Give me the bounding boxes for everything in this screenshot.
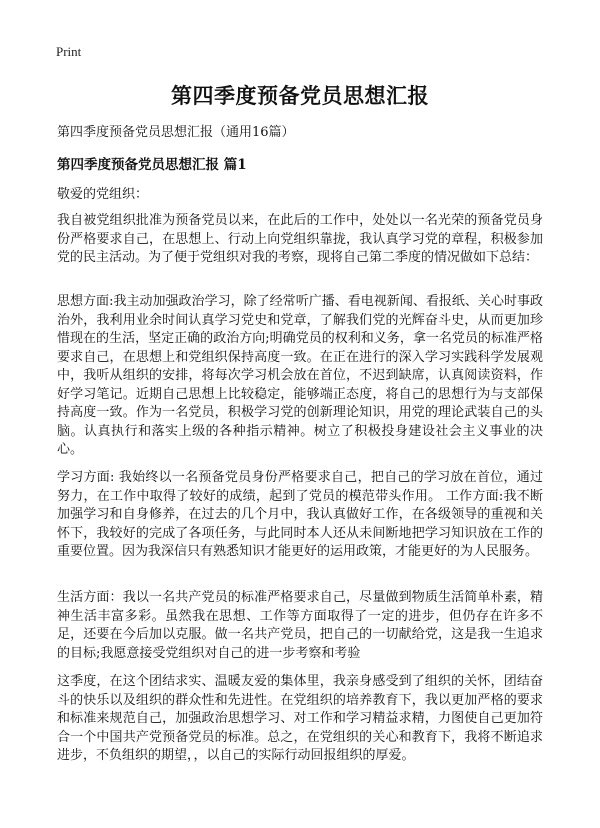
document-subtitle: 第四季度预备党员思想汇报（通用16篇） — [57, 125, 295, 140]
greeting-line: 敬爱的党组织： — [57, 187, 149, 202]
paragraph-summary: 这季度，在这个团结求实、温暖友爱的集体里，我亲身感受到了组织的关怀，团结奋斗的快乐以及组织的群众性和先进性。在党组织的培养教育下，我以更加严格的要求和标准来规范自己，加强政治思想学习、对工作和学习精益求精，力图使自己更加符合一个中国共产党预备党员的标准。总之，在党组织的关心和教育下，我将不断追求进步，不负组织的期望，，以自己的实际行动回报组织的厚爱。 — [57, 674, 543, 763]
paragraph-life: 生活方面：我以一名共产党员的标准严格要求自己，尽量做到物质生活简单朴素，精神生活丰富多彩。虽然我在思想、工作等方面取得了一定的进步，但仍存在许多不足，还要在今后加以克服。做一名共产党员，把自己的一切献给党，这是我一生追求的目标;我愿意接受党组织对自己的进一步考察和考验 — [57, 590, 543, 661]
print-label[interactable]: Print — [56, 44, 82, 59]
section-heading: 第四季度预备党员思想汇报 篇1 — [57, 157, 247, 173]
paragraph-intro: 我自被党组织批准为预备党员以来，在此后的工作中，处处以一名光荣的预备党员身份严格要求自己，在思想上、行动上向党组织靠拢，我认真学习党的章程，积极参加党的民主活动。为了便于党组织对我的考察，现将自己第二季度的情况做如下总结： — [57, 213, 543, 265]
page-title: 第四季度预备党员思想汇报 — [171, 83, 429, 108]
paragraph-thought: 思想方面:我主动加强政治学习，除了经常听广播、看电视新闻、看报纸、关心时事政治外，我利用业余时间认真学习党史和党章，了解我们党的光辉奋斗史，从而更加珍惜现在的生活，坚定正确的政治方向;明确党员的权利和义务，拿一名党员的标准严格要求自己，在思想上和党组织保持高度一致。在正在进行的深入学习实践科学发展观中，我听从组织的安排，将每次学习机会放在首位，不迟到缺席，认真阅读资料，作好学习笔记。近期自己思想上比较稳定，能够端正态度，将自己的思想行为与支部保持高度一致。作为一名党员，积极学习党的创新理论知识，用党的理论武装自己的头脑。认真执行和落实上级的各种指示精神。树立了积极投身建设社会主义事业的决心。 — [57, 294, 543, 457]
paragraph-study: 学习方面: 我始终以一名预备党员身份严格要求自己，把自己的学习放在首位，通过努力，在工作中取得了较好的成绩，起到了党员的模范带头作用。 工作方面:我不断加强学习和自身修养，在过去的几个月中，我认真做好工作，在各级领导的重视和关怀下，我较好的完成了各项任务，与此同时本人还从未间断地把学习知识放在工作的重要位置。因为我深信只有熟悉知识才能更好的运用政策，才能更好的为人民服务。 — [57, 470, 543, 559]
